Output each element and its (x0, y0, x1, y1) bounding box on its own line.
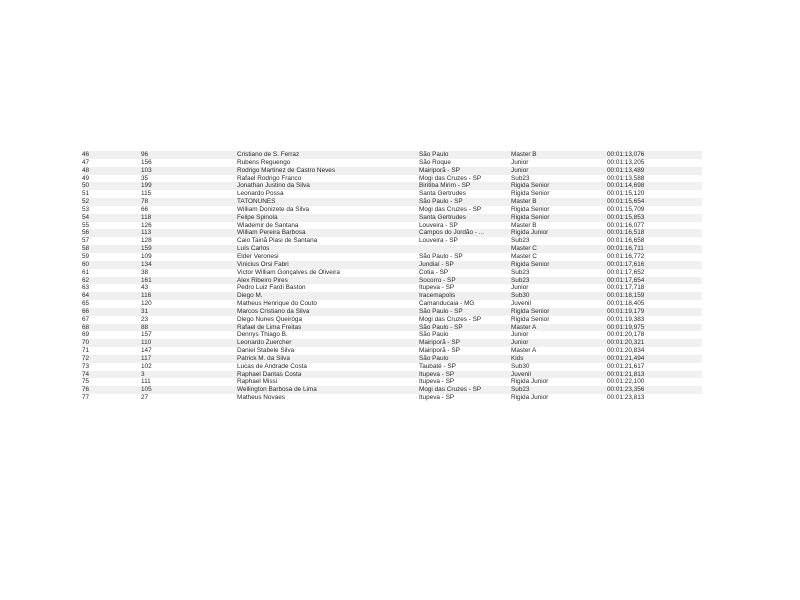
city-cell: São Paulo (419, 355, 511, 363)
position-cell: 71 (82, 347, 141, 355)
city-cell: Mairiporã - SP (419, 167, 511, 175)
table-row (82, 363, 702, 371)
category-cell: Sub23 (511, 175, 607, 183)
category-cell: Rigida Senior (511, 316, 607, 324)
table-row (82, 245, 702, 253)
bib-number-cell: 111 (141, 378, 237, 386)
city-cell: Itupeva - SP (419, 284, 511, 292)
table-row (82, 237, 702, 245)
position-cell: 50 (82, 182, 141, 190)
table-row (82, 222, 702, 230)
table-row (82, 339, 702, 347)
position-cell: 70 (82, 339, 141, 347)
rider-name-cell: William Donizete da Silva (237, 206, 419, 214)
time-cell: 00:01:19,179 (607, 308, 702, 316)
table-row (82, 261, 702, 269)
rider-name-cell: Wellington Barbosa de Lima (237, 386, 419, 394)
time-cell: 00:01:21,494 (607, 355, 702, 363)
category-cell: Junior (511, 159, 607, 167)
bib-number-cell: 102 (141, 363, 237, 371)
category-cell: Rigida Senior (511, 261, 607, 269)
rider-name-cell: Caio Tainã Piasi de Santana (237, 237, 419, 245)
table-row (82, 182, 702, 190)
bib-number-cell: 78 (141, 198, 237, 206)
time-cell: 00:01:20,178 (607, 331, 702, 339)
table-row (82, 253, 702, 261)
position-cell: 53 (82, 206, 141, 214)
city-cell: Jundiaí - SP (419, 261, 511, 269)
bib-number-cell: 109 (141, 253, 237, 261)
bib-number-cell: 43 (141, 284, 237, 292)
position-cell: 64 (82, 292, 141, 300)
time-cell: 00:01:15,853 (607, 214, 702, 222)
time-cell: 00:01:20,321 (607, 339, 702, 347)
table-row (82, 277, 702, 285)
bib-number-cell: 147 (141, 347, 237, 355)
rider-name-cell: Cristiano de S. Ferraz (237, 151, 419, 159)
category-cell: Rigida Senior (511, 182, 607, 190)
category-cell: Rigida Junior (511, 229, 607, 237)
time-cell: 00:01:13,588 (607, 175, 702, 183)
category-cell: Sub30 (511, 363, 607, 371)
rider-name-cell: Diego Nunes Queiróga (237, 316, 419, 324)
time-cell: 00:01:13,205 (607, 159, 702, 167)
time-cell: 00:01:20,834 (607, 347, 702, 355)
results-table (82, 151, 702, 402)
rider-name-cell: Matheus Henrique do Couto (237, 300, 419, 308)
table-row (82, 206, 702, 214)
position-cell: 60 (82, 261, 141, 269)
category-cell: Rigida Senior (511, 214, 607, 222)
time-cell: 00:01:16,658 (607, 237, 702, 245)
position-cell: 72 (82, 355, 141, 363)
position-cell: 58 (82, 245, 141, 253)
rider-name-cell: Rubens Reguengo (237, 159, 419, 167)
table-row (82, 355, 702, 363)
time-cell: 00:01:21,617 (607, 363, 702, 371)
city-cell: São Paulo - SP (419, 198, 511, 206)
position-cell: 61 (82, 269, 141, 277)
table-row (82, 386, 702, 394)
position-cell: 75 (82, 378, 141, 386)
position-cell: 59 (82, 253, 141, 261)
category-cell: Sub23 (511, 277, 607, 285)
time-cell: 00:01:21,813 (607, 371, 702, 379)
category-cell: Master A (511, 347, 607, 355)
time-cell: 00:01:16,077 (607, 222, 702, 230)
table-row (82, 159, 702, 167)
bib-number-cell: 105 (141, 386, 237, 394)
rider-name-cell: Dennys Thiago B. (237, 331, 419, 339)
rider-name-cell: TATONUNES (237, 198, 419, 206)
city-cell: São Paulo - SP (419, 324, 511, 332)
table-row (82, 198, 702, 206)
city-cell: São Paulo - SP (419, 308, 511, 316)
table-row (82, 394, 702, 402)
rider-name-cell: Rafael Rodrigo Franco (237, 175, 419, 183)
rider-name-cell: Patrick M. da Silva (237, 355, 419, 363)
position-cell: 48 (82, 167, 141, 175)
category-cell: Rigida Junior (511, 394, 607, 402)
rider-name-cell: Marcos Cristiano da Silva (237, 308, 419, 316)
rider-name-cell: Felipe Spinola (237, 214, 419, 222)
position-cell: 52 (82, 198, 141, 206)
bib-number-cell: 126 (141, 222, 237, 230)
category-cell: Juvenil (511, 371, 607, 379)
time-cell: 00:01:17,654 (607, 277, 702, 285)
bib-number-cell: 38 (141, 269, 237, 277)
time-cell: 00:01:22,100 (607, 378, 702, 386)
time-cell: 00:01:13,489 (607, 167, 702, 175)
rider-name-cell: Matheus Novaes (237, 394, 419, 402)
time-cell: 00:01:16,772 (607, 253, 702, 261)
time-cell: 00:01:14,698 (607, 182, 702, 190)
city-cell: Mairiporã - SP (419, 347, 511, 355)
bib-number-cell: 103 (141, 167, 237, 175)
bib-number-cell: 110 (141, 339, 237, 347)
position-cell: 67 (82, 316, 141, 324)
category-cell: Kids (511, 355, 607, 363)
city-cell: Campos do Jordão - ... (419, 229, 511, 237)
time-cell: 00:01:23,813 (607, 394, 702, 402)
bib-number-cell: 88 (141, 324, 237, 332)
city-cell: Santa Gertrudes (419, 190, 511, 198)
table-row (82, 214, 702, 222)
bib-number-cell: 128 (141, 237, 237, 245)
category-cell: Sub30 (511, 292, 607, 300)
rider-name-cell: Luís Carlos (237, 245, 419, 253)
position-cell: 47 (82, 159, 141, 167)
rider-name-cell: Rafael de Lima Freitas (237, 324, 419, 332)
city-cell: São Paulo (419, 331, 511, 339)
category-cell: Sub23 (511, 386, 607, 394)
city-cell: Mogi das Cruzes - SP (419, 206, 511, 214)
time-cell: 00:01:18,405 (607, 300, 702, 308)
table-row (82, 190, 702, 198)
rider-name-cell: William Pereira Barbosa (237, 229, 419, 237)
position-cell: 74 (82, 371, 141, 379)
table-row (82, 324, 702, 332)
category-cell: Rigida Senior (511, 308, 607, 316)
city-cell: São Roque (419, 159, 511, 167)
table-row (82, 308, 702, 316)
category-cell: Rigida Senior (511, 206, 607, 214)
rider-name-cell: Lucas de Andrade Costa (237, 363, 419, 371)
table-row (82, 347, 702, 355)
city-cell: Mairiporã - SP (419, 339, 511, 347)
position-cell: 51 (82, 190, 141, 198)
table-row (82, 316, 702, 324)
time-cell: 00:01:18,159 (607, 292, 702, 300)
time-cell: 00:01:17,718 (607, 284, 702, 292)
table-row (82, 284, 702, 292)
rider-name-cell: Vinicius Orsi Fabri (237, 261, 419, 269)
position-cell: 55 (82, 222, 141, 230)
rider-name-cell: Raphael Dantas Costa (237, 371, 419, 379)
rider-name-cell: Victor William Gonçalves de Oliveira (237, 269, 419, 277)
category-cell: Rigida Senior (511, 190, 607, 198)
position-cell: 46 (82, 151, 141, 159)
position-cell: 54 (82, 214, 141, 222)
table-row (82, 371, 702, 379)
rider-name-cell: Pedro Luiz Fardi Baston (237, 284, 419, 292)
position-cell: 62 (82, 277, 141, 285)
category-cell: Master B (511, 222, 607, 230)
position-cell: 69 (82, 331, 141, 339)
bib-number-cell: 118 (141, 214, 237, 222)
category-cell: Master C (511, 253, 607, 261)
category-cell: Rigida Junior (511, 378, 607, 386)
city-cell: Iracemapolis (419, 292, 511, 300)
table-row (82, 269, 702, 277)
city-cell: Santa Gertrudes (419, 214, 511, 222)
category-cell: Junior (511, 284, 607, 292)
city-cell: Louveira - SP (419, 237, 511, 245)
position-cell: 76 (82, 386, 141, 394)
time-cell: 00:01:19,975 (607, 324, 702, 332)
position-cell: 49 (82, 175, 141, 183)
rider-name-cell: Daniel Stabele Silva (237, 347, 419, 355)
city-cell (419, 245, 511, 253)
bib-number-cell: 157 (141, 331, 237, 339)
city-cell: Mogi das Cruzes - SP (419, 316, 511, 324)
position-cell: 65 (82, 300, 141, 308)
bib-number-cell: 199 (141, 182, 237, 190)
bib-number-cell: 161 (141, 277, 237, 285)
time-cell: 00:01:16,711 (607, 245, 702, 253)
rider-name-cell: Jonathan Justino da Silva (237, 182, 419, 190)
bib-number-cell: 96 (141, 151, 237, 159)
city-cell: São Paulo (419, 151, 511, 159)
bib-number-cell: 116 (141, 292, 237, 300)
rider-name-cell: Wlademir de Santana (237, 222, 419, 230)
category-cell: Master B (511, 151, 607, 159)
bib-number-cell: 3 (141, 371, 237, 379)
position-cell: 57 (82, 237, 141, 245)
city-cell: Itupeva - SP (419, 378, 511, 386)
bib-number-cell: 27 (141, 394, 237, 402)
city-cell: Mogi das Cruzes - SP (419, 386, 511, 394)
time-cell: 00:01:17,652 (607, 269, 702, 277)
time-cell: 00:01:15,654 (607, 198, 702, 206)
city-cell: Socorro - SP (419, 277, 511, 285)
bib-number-cell: 35 (141, 175, 237, 183)
category-cell: Master B (511, 198, 607, 206)
time-cell: 00:01:23,356 (607, 386, 702, 394)
table-row (82, 167, 702, 175)
category-cell: Junior (511, 167, 607, 175)
city-cell: Mogi das Cruzes - SP (419, 175, 511, 183)
city-cell: São Paulo - SP (419, 253, 511, 261)
category-cell: Sub23 (511, 269, 607, 277)
rider-name-cell: Alex Ribeiro Pires (237, 277, 419, 285)
table-row (82, 292, 702, 300)
table-row (82, 300, 702, 308)
time-cell: 00:01:15,709 (607, 206, 702, 214)
position-cell: 66 (82, 308, 141, 316)
time-cell: 00:01:17,616 (607, 261, 702, 269)
position-cell: 56 (82, 229, 141, 237)
bib-number-cell: 159 (141, 245, 237, 253)
table-row (82, 378, 702, 386)
bib-number-cell: 120 (141, 300, 237, 308)
table-row (82, 229, 702, 237)
category-cell: Sub23 (511, 237, 607, 245)
category-cell: Juvenil (511, 300, 607, 308)
city-cell: Louveira - SP (419, 222, 511, 230)
position-cell: 77 (82, 394, 141, 402)
city-cell: Itupeva - SP (419, 371, 511, 379)
city-cell: Camanducaia - MG (419, 300, 511, 308)
table-row (82, 151, 702, 159)
position-cell: 63 (82, 284, 141, 292)
city-cell: Taubaté - SP (419, 363, 511, 371)
bib-number-cell: 113 (141, 229, 237, 237)
results-table-body (82, 151, 702, 402)
city-cell: Biritiba Mirim - SP (419, 182, 511, 190)
category-cell: Junior (511, 339, 607, 347)
position-cell: 68 (82, 324, 141, 332)
bib-number-cell: 66 (141, 206, 237, 214)
time-cell: 00:01:13,076 (607, 151, 702, 159)
position-cell: 73 (82, 363, 141, 371)
bib-number-cell: 115 (141, 190, 237, 198)
bib-number-cell: 156 (141, 159, 237, 167)
bib-number-cell: 134 (141, 261, 237, 269)
rider-name-cell: Leonardo Possa (237, 190, 419, 198)
category-cell: Master C (511, 245, 607, 253)
category-cell: Junior (511, 331, 607, 339)
bib-number-cell: 23 (141, 316, 237, 324)
time-cell: 00:01:16,518 (607, 229, 702, 237)
city-cell: Cotia - SP (419, 269, 511, 277)
time-cell: 00:01:15,120 (607, 190, 702, 198)
table-row (82, 175, 702, 183)
category-cell: Master A (511, 324, 607, 332)
bib-number-cell: 31 (141, 308, 237, 316)
rider-name-cell: Leonardo Zuercher (237, 339, 419, 347)
bib-number-cell: 117 (141, 355, 237, 363)
rider-name-cell: Diego M. (237, 292, 419, 300)
rider-name-cell: Rodrigo Martinez de Castro Neves (237, 167, 419, 175)
rider-name-cell: Raphael Missi (237, 378, 419, 386)
city-cell: Itupeva - SP (419, 394, 511, 402)
table-row (82, 331, 702, 339)
rider-name-cell: Elder Veronesi (237, 253, 419, 261)
time-cell: 00:01:19,383 (607, 316, 702, 324)
